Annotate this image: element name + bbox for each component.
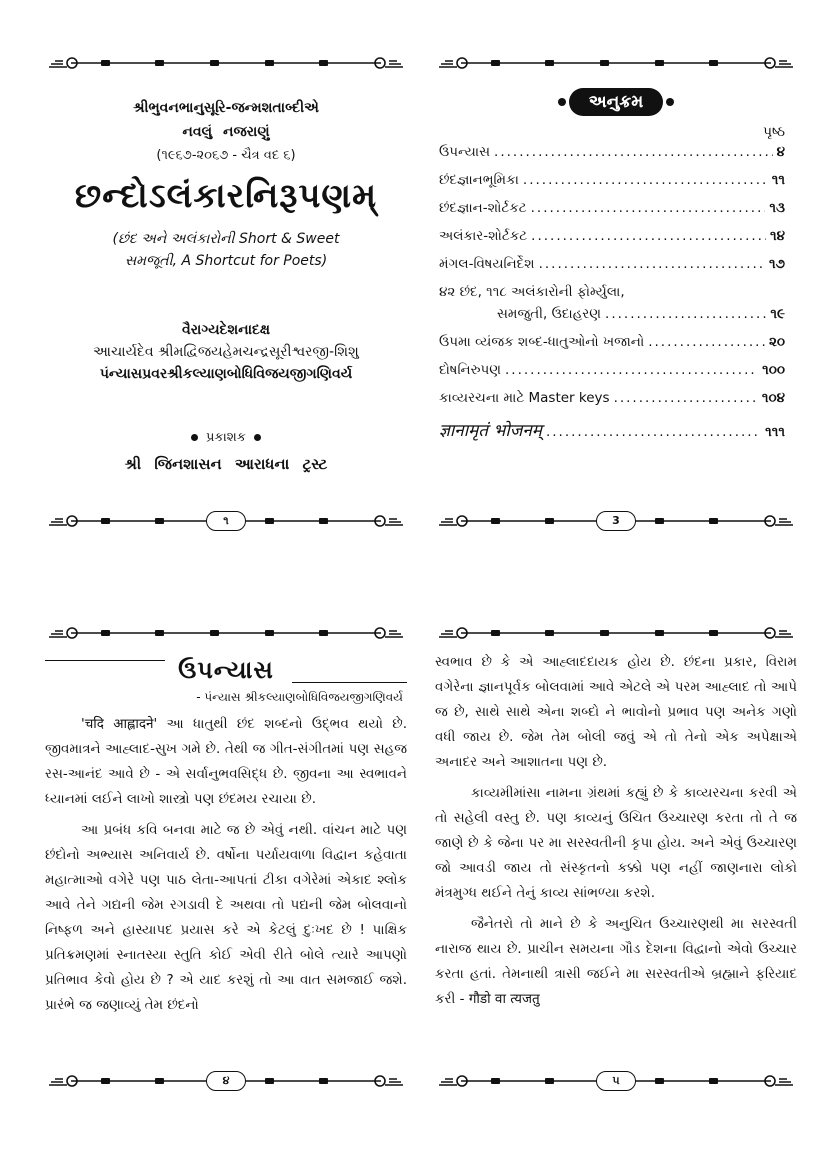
toc-entry-page: ૧૧૧ <box>765 424 785 440</box>
toc-entry[interactable] <box>439 144 785 172</box>
body-text <box>45 712 407 1024</box>
body-text <box>435 650 797 1018</box>
toc-entry[interactable] <box>439 256 785 284</box>
bullet-icon <box>191 434 198 441</box>
toc-entry-page: ૧૭ <box>769 256 785 272</box>
toc-entry-title: ઉપમા વ્યંજક શબ્દ-ધાતુઓનો ખજાનો <box>439 334 645 350</box>
toc-entry[interactable] <box>439 228 785 256</box>
toc-entry-title: ૪૨ છંદ, ૧૧૮ અલંકારોની ફોર્મ્યુલા, <box>439 284 625 300</box>
page-5 <box>435 622 797 1092</box>
leader-dots <box>614 390 758 406</box>
leader-dots <box>505 362 758 378</box>
paragraph: આ પ્રબંધ કવિ બનવા માટે જ છે એવું નથી. વાંચન માટે પણ છંદોનો અભ્યાસ અનિવાર્ય છે. વર્ષોના પર્યાયવાળા વિદ્વાન કહેવાતા મહાત્માઓ વગેરે પણ પાઠ લેતા-આપતાં ટીકા વગેરેમાં એકાદ શ્લોક આવે તેને ગદ્યની જેમ રગડાવી દે અથવા તો પદ્યની જેમ બોલવાનો નિષ્ફળ અને હાસ્યાપદ પ્રયાસ કરે એ કેટલું દુઃખદ છે ! પાક્ષિક પ્રતિક્રમણમાં સ્નાતસ્યા સ્તુતિ કોઈ એવી રીતે બોલે ત્યારે આપણો પ્રતિભાવ કેવો હોય છે ? એ યાદ કરશું તો આ વાત સમજાઈ જશે. પ્રારંભે જ જણાવ્યું તેમ છંદનો <box>45 822 407 1013</box>
page-1 <box>45 52 407 532</box>
dedication-line-1: શ્રીભુવનભાનુસૂરિ-જન્મશતાબ્દીએ <box>133 100 319 116</box>
leader-dots <box>531 200 766 216</box>
page-number: ૪ <box>206 1071 246 1091</box>
toc-entry[interactable] <box>439 200 785 228</box>
author-line-3: પંન્યાસપ્રવરશ્રીકલ્યાણબોધિવિજયજીગણિવર્ય <box>99 366 353 382</box>
paragraph: જૈનેતરો તો માને છે કે અનુચિત ઉચ્ચારણથી મા સરસ્વતી નારાજ થાય છે. પ્રાચીન સમયના ગૌડ દેશના વિદ્વાનો એવો ઉચ્ચાર કરતા હતાં. તેમનાથી ત્રાસી જઈને મા સરસ્વતીએ બ્રહ્માને ફરિયાદ કરી - गौडो वा त्यजतु <box>435 916 797 1007</box>
page-number: ૫ <box>596 1071 636 1091</box>
toc-entry[interactable] <box>439 390 785 418</box>
toc-entry[interactable] <box>439 334 785 362</box>
paragraph: સ્વભાવ છે કે એ આહ્લાદદાયક હોય છે. છંદના પ્રકાર, વિરામ વગેરેના જ્ઞાનપૂર્વક બોલવામાં આવે એટલે એ પરમ આહ્લાદ તો આપે જ છે, સાથે સાથે એના શબ્દો ને ભાવોનો પ્રભાવ પણ અનેક ગણો વધી જાય છે. જેમ તેમ બોલી જવું એ તો તેનો એક અપેક્ષાએ અનાદર અને આશાતના પણ છે. <box>435 654 797 770</box>
book-subtitle <box>45 228 407 272</box>
toc-entry[interactable] <box>439 418 785 446</box>
page-3-table-of-contents <box>435 52 797 532</box>
publisher-label <box>45 430 407 445</box>
page-column-label: પૃષ્ઠ <box>763 124 785 140</box>
leader-dots <box>531 228 766 244</box>
toc-entry-title: ज्ञानामृतं भोजनम् <box>439 421 542 441</box>
chapter-title: ઉપન્યાસ <box>178 656 274 684</box>
toc-entry-page: ૧૦૦ <box>762 362 785 378</box>
toc-entry-page: ૧૩ <box>769 200 785 216</box>
publisher-name: શ્રી જિનશાસન આરાધના ટ્રસ્ટ <box>124 455 328 473</box>
bullet-icon <box>254 434 261 441</box>
paragraph: 'चदि आह्लादने' આ ધાતુથી છંદ શબ્દનો ઉદ્ભવ થયો છે. જીવમાત્રને આહ્લાદ-સુખ ગમે છે. તેથી જ ગીત-સંગીતમાં પણ સહજ રસ-આનંદ આવે છે - એ સર્વાનુભવસિદ્ધ છે. જીવના આ સ્વભાવને ધ્યાનમાં લઈને લાખો શાસ્ત્રો પણ છંદમય રચાયા છે. <box>45 716 407 807</box>
leader-dots <box>605 306 766 322</box>
ornamental-border-bottom <box>435 510 797 532</box>
toc-entry-title: ઉપન્યાસ <box>439 144 491 160</box>
ornamental-border-top <box>435 52 797 74</box>
author-byline: - પંન્યાસ શ્રીકલ્યાણબોધિવિજયજીગણિવર્ય <box>196 690 403 704</box>
author-line-1: વૈરાગ્યદેશનાદક્ષ <box>181 322 271 338</box>
toc-entry-page: ૧૦૪ <box>761 390 785 406</box>
toc-entry[interactable] <box>439 172 785 200</box>
toc-entry-page: ૨૦ <box>768 334 785 350</box>
toc-entry-page: ૧૧ <box>771 172 785 188</box>
leader-dots <box>546 424 761 440</box>
dedication-line-2: નવલું નજરાણું <box>182 124 270 140</box>
leader-dots <box>494 144 773 160</box>
author-line-2: આચાર્યદેવ શ્રીમદ્વિજયહેમચન્દ્રસૂરીશ્વરજી-શિશુ <box>93 344 359 360</box>
publisher-label-text: પ્રકાશક <box>205 430 246 445</box>
toc-entry-title: મંગલ-વિષયનિર્દેશ <box>439 256 535 272</box>
heading-rule-right <box>292 682 407 683</box>
toc-entry-title: દોષનિરુપણ <box>439 362 502 378</box>
subtitle-line-2: સમજૂતી, A Shortcut for Poets) <box>124 253 328 269</box>
leader-dots <box>523 172 768 188</box>
toc-list <box>439 144 785 446</box>
toc-heading: અનુક્રમ <box>569 88 664 116</box>
book-title: છન્દોઽલંકારનિરૂપણમ્ <box>74 176 378 216</box>
toc-heading-badge <box>435 88 797 116</box>
dedication-line-3: (૧૯૬૭-૨૦૬૭ - ચૈત્ર વદ ૬) <box>156 148 296 163</box>
page-number: 3 <box>596 511 636 531</box>
toc-entry-title: સમજુતી, ઉદાહરણ <box>497 306 602 322</box>
ornamental-border-top <box>435 622 797 644</box>
ornamental-border-bottom <box>45 510 407 532</box>
paragraph: કાવ્યમીમાંસા નામના ગ્રંથમાં કહ્યું છે કે કાવ્યરચના કરવી એ તો સહેલી વસ્તુ છે. પણ કાવ્યનું ઉચિત ઉચ્ચારણ કરતા તો તે જ જાણે છે કે જેના પર મા સરસ્વતીની કૃપા હોય. અને એવું ઉચ્ચારણ જો આવડી જાય તો સંસ્કૃતનો કક્કો પણ નહીં જાણનારા લોકો મંત્રમુગ્ધ થઈને તેનું કાવ્ય સાંભળ્યા કરશે. <box>435 785 797 901</box>
toc-entry-continuation[interactable] <box>439 306 785 334</box>
toc-entry-page: ૧૪ <box>770 228 785 244</box>
chapter-heading <box>45 656 407 686</box>
ornamental-border-top <box>45 622 407 644</box>
toc-entry-title: કાવ્યરચના માટે Master keys <box>439 390 610 406</box>
leader-dots <box>539 256 765 272</box>
subtitle-line-1: (છંદ અને અલંકારોની Short & Sweet <box>112 231 340 247</box>
ornamental-border-bottom <box>45 1070 407 1092</box>
toc-entry-page: ૧૯ <box>770 306 785 322</box>
leader-dots <box>648 334 765 350</box>
ornamental-border-top <box>45 52 407 74</box>
toc-entry-title: છંદજ્ઞાન-શોર્ટકટ <box>439 200 527 216</box>
toc-entry[interactable] <box>439 284 785 306</box>
toc-entry[interactable] <box>439 362 785 390</box>
toc-entry-title: અલંકાર-શોર્ટકટ <box>439 228 528 244</box>
toc-entry-page: ૪ <box>776 144 785 160</box>
toc-entry-title: છંદજ્ઞાનભૂમિકા <box>439 172 519 188</box>
page-4 <box>45 622 407 1092</box>
ornamental-border-bottom <box>435 1070 797 1092</box>
page-number: ૧ <box>206 511 246 531</box>
